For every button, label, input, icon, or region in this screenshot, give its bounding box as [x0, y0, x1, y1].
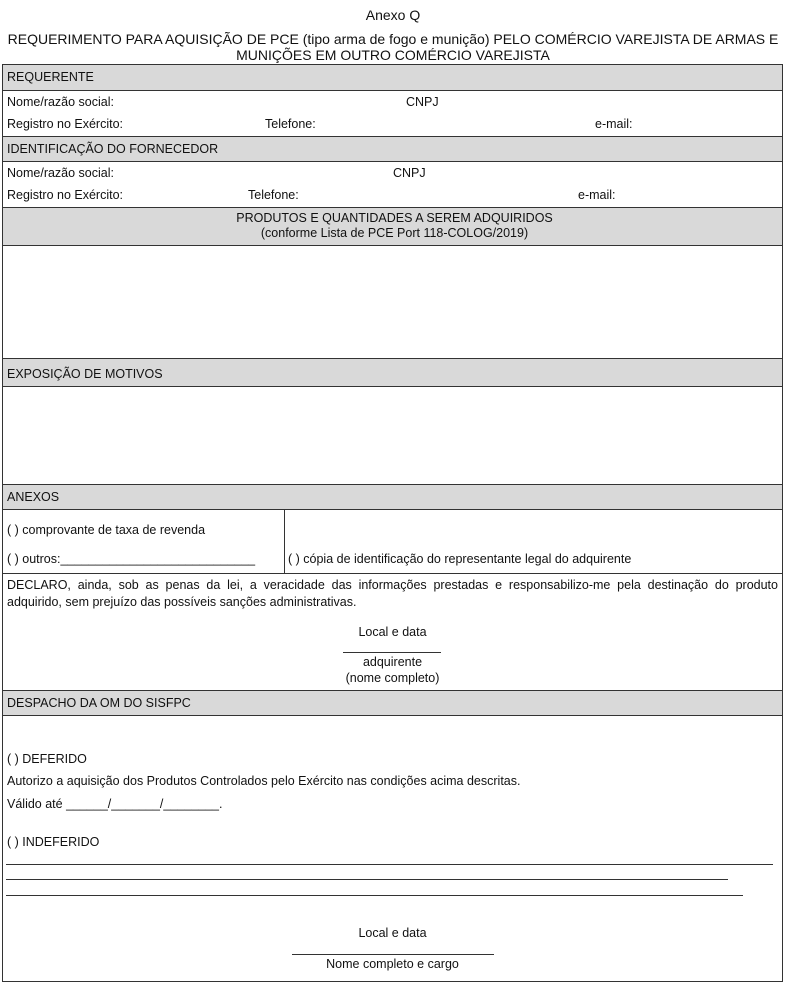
requerente-name-row: [3, 90, 782, 113]
fornecedor-name-label: Nome/razão social:: [7, 166, 114, 180]
valido-ate-field[interactable]: Válido até ______/_______/________.: [7, 797, 223, 811]
anexos-options: [3, 509, 782, 573]
form-title-line1: REQUERIMENTO PARA AQUISIÇÃO DE PCE (tipo arma de fogo e munição) PELO COMÉRCIO VAREJISTA DE ARMAS E: [7, 31, 779, 47]
requerente-telefone-label: Telefone:: [265, 117, 316, 131]
requerente-contact-row: [3, 113, 782, 136]
anexo-outros-checkbox[interactable]: ( ) outros:____________________________: [7, 552, 256, 566]
declaration-block: [3, 573, 782, 690]
indeferido-reason-line-2[interactable]: [6, 879, 728, 880]
indeferido-checkbox[interactable]: ( ) INDEFERIDO: [7, 835, 100, 849]
section-despacho-heading: DESPACHO DA OM DO SISFPC: [3, 690, 782, 715]
fornecedor-name-row: [3, 161, 782, 184]
section-motivos-heading: EXPOSIÇÃO DE MOTIVOS: [3, 358, 782, 386]
despacho-signer: Nome completo e cargo: [326, 957, 459, 971]
motivos-field[interactable]: [3, 386, 782, 484]
fornecedor-contact-row: [3, 184, 782, 207]
anexo-identificacao-checkbox[interactable]: ( ) cópia de identificação do representante legal do adquirente: [288, 552, 632, 566]
anexos-divider: [284, 510, 285, 573]
declaration-signer-note: (nome completo): [345, 671, 440, 685]
fornecedor-email-label: e-mail:: [578, 188, 616, 202]
requerente-registro-label: Registro no Exército:: [7, 117, 124, 131]
fornecedor-telefone-label: Telefone:: [248, 188, 299, 202]
section-produtos-heading: [3, 207, 782, 245]
declaration-signature-line: [343, 652, 441, 653]
produtos-field[interactable]: [3, 245, 782, 358]
section-anexos-heading: ANEXOS: [3, 484, 782, 509]
produtos-heading-line2: (conforme Lista de PCE Port 118-COLOG/2019): [260, 226, 529, 240]
fornecedor-registro-label: Registro no Exército:: [7, 188, 124, 202]
declaration-text: DECLARO, ainda, sob as penas da lei, a veracidade das informações prestadas e responsabilizo-me pela destinação do produto adquirido, sem prejuízo das possíveis sanções administrativas.: [7, 578, 778, 609]
despacho-block: [3, 715, 782, 981]
section-requerente-heading: REQUERENTE: [3, 65, 782, 90]
produtos-heading-line1: PRODUTOS E QUANTIDADES A SEREM ADQUIRIDOS: [236, 211, 553, 225]
despacho-signature-line: [292, 954, 494, 955]
fornecedor-cnpj-label: CNPJ: [393, 166, 426, 180]
declaration-signer: adquirente: [362, 655, 423, 669]
indeferido-reason-line-1[interactable]: [6, 864, 773, 865]
requerente-cnpj-label: CNPJ: [406, 95, 439, 109]
annex-label: Anexo Q: [365, 7, 421, 23]
form-title-line2: MUNIÇÕES EM OUTRO COMÉRCIO VAREJISTA: [236, 47, 550, 63]
anexo-taxa-checkbox[interactable]: ( ) comprovante de taxa de revenda: [7, 523, 206, 537]
section-fornecedor-heading: IDENTIFICAÇÃO DO FORNECEDOR: [3, 136, 782, 161]
deferido-checkbox[interactable]: ( ) DEFERIDO: [7, 752, 87, 766]
requerente-name-label: Nome/razão social:: [7, 95, 114, 109]
autorizo-text: Autorizo a aquisição dos Produtos Controlados pelo Exército nas condições acima descritas.: [7, 774, 521, 788]
indeferido-reason-line-3[interactable]: [6, 895, 743, 896]
request-form: [2, 64, 783, 982]
requerente-email-label: e-mail:: [595, 117, 633, 131]
despacho-local-data: Local e data: [358, 926, 427, 940]
declaration-local-data: Local e data: [358, 625, 427, 639]
